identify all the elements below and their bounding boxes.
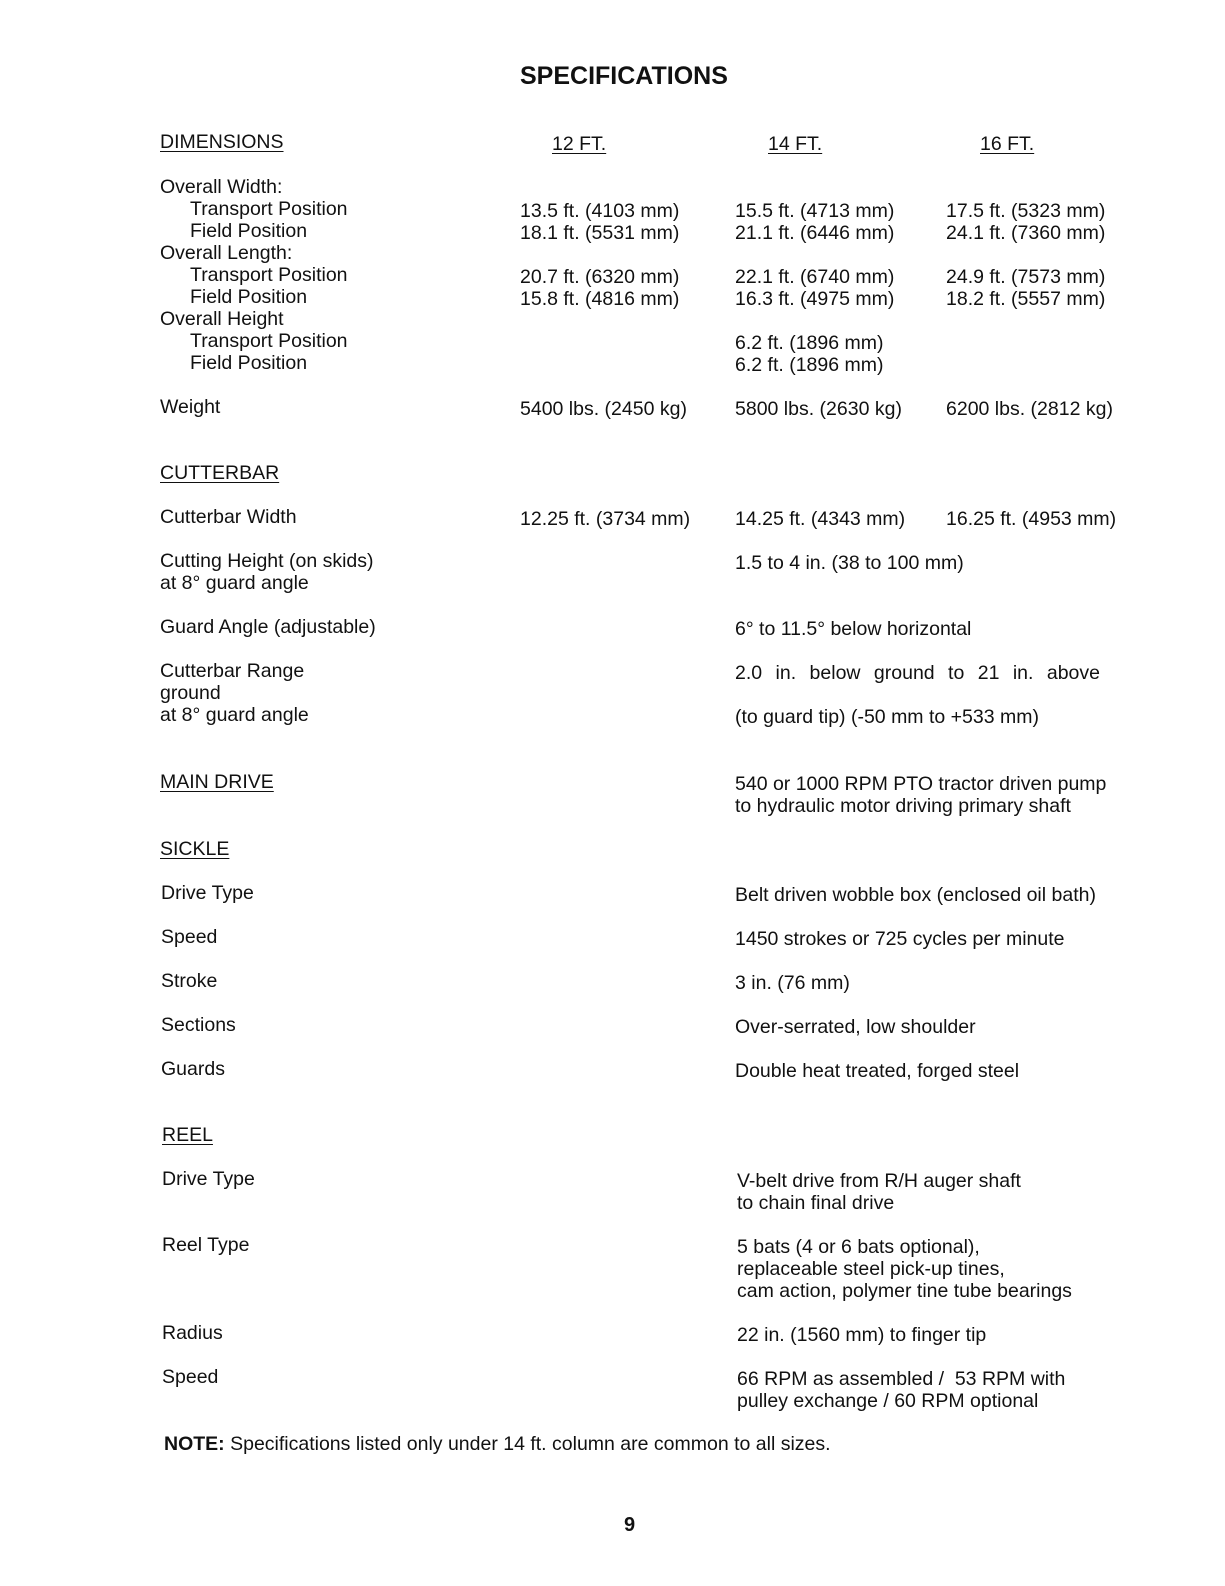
- sickle-drive-type-value: Belt driven wobble box (enclosed oil bath): [735, 884, 1096, 906]
- ol-field-label: Field Position: [190, 286, 308, 308]
- oh-transport-14: 6.2 ft. (1896 mm): [735, 332, 884, 354]
- ow-transport-12: 13.5 ft. (4103 mm): [520, 200, 680, 222]
- weight-label: Weight: [160, 396, 221, 418]
- weight-14: 5800 lbs. (2630 kg): [735, 398, 902, 420]
- note-label: NOTE:: [164, 1433, 225, 1455]
- section-heading-reel: REEL: [162, 1124, 213, 1146]
- ow-field-label: Field Position: [190, 220, 308, 242]
- cutterbar-range-value-2: (to guard tip) (-50 mm to +533 mm): [735, 706, 1039, 728]
- weight-16: 6200 lbs. (2812 kg): [946, 398, 1113, 420]
- reel-radius-value: 22 in. (1560 mm) to finger tip: [737, 1324, 987, 1346]
- ow-field-16: 24.1 ft. (7360 mm): [946, 222, 1106, 244]
- cutting-height-label: Cutting Height (on skids) at 8° guard angle: [160, 550, 374, 594]
- sickle-sections-value: Over-serrated, low shoulder: [735, 1016, 976, 1038]
- ol-field-16: 18.2 ft. (5557 mm): [946, 288, 1106, 310]
- note: [164, 1433, 831, 1455]
- ol-field-12: 15.8 ft. (4816 mm): [520, 288, 680, 310]
- page-title: SPECIFICATIONS: [520, 62, 728, 90]
- ol-transport-label: Transport Position: [190, 264, 348, 286]
- page-number: 9: [624, 1514, 636, 1536]
- reel-drive-type-label: Drive Type: [162, 1168, 255, 1190]
- cutterbar-range-label: Cutterbar Range ground at 8° guard angle: [160, 660, 309, 726]
- sickle-guards-value: Double heat treated, forged steel: [735, 1060, 1020, 1082]
- sickle-guards-label: Guards: [161, 1058, 225, 1080]
- ol-transport-12: 20.7 ft. (6320 mm): [520, 266, 680, 288]
- ow-field-14: 21.1 ft. (6446 mm): [735, 222, 895, 244]
- overall-height-label: Overall Height: [160, 308, 284, 330]
- ol-transport-14: 22.1 ft. (6740 mm): [735, 266, 895, 288]
- overall-length-label: Overall Length:: [160, 242, 293, 264]
- sickle-drive-type-label: Drive Type: [161, 882, 254, 904]
- oh-field-label: Field Position: [190, 352, 308, 374]
- ow-transport-16: 17.5 ft. (5323 mm): [946, 200, 1106, 222]
- sickle-speed-value: 1450 strokes or 725 cycles per minute: [735, 928, 1065, 950]
- cutting-height-value: 1.5 to 4 in. (38 to 100 mm): [735, 552, 964, 574]
- sickle-sections-label: Sections: [161, 1014, 236, 1036]
- column-header-16ft: 16 FT.: [980, 133, 1035, 155]
- ol-field-14: 16.3 ft. (4975 mm): [735, 288, 895, 310]
- guard-angle-value: 6° to 11.5° below horizontal: [735, 618, 972, 640]
- sickle-stroke-value: 3 in. (76 mm): [735, 972, 850, 994]
- sickle-speed-label: Speed: [161, 926, 218, 948]
- reel-type-value: 5 bats (4 or 6 bats optional), replaceable steel pick-up tines, cam action, polymer tine tube bearings: [737, 1236, 1072, 1302]
- cutterbar-width-label: Cutterbar Width: [160, 506, 297, 528]
- ow-transport-label: Transport Position: [190, 198, 348, 220]
- reel-radius-label: Radius: [162, 1322, 223, 1344]
- oh-transport-label: Transport Position: [190, 330, 348, 352]
- column-header-12ft: 12 FT.: [552, 133, 607, 155]
- section-heading-main-drive: MAIN DRIVE: [160, 771, 274, 793]
- cutterbar-width-16: 16.25 ft. (4953 mm): [946, 508, 1117, 530]
- ol-transport-16: 24.9 ft. (7573 mm): [946, 266, 1106, 288]
- reel-speed-value: 66 RPM as assembled / 53 RPM with pulley exchange / 60 RPM optional: [737, 1368, 1066, 1412]
- cutterbar-width-12: 12.25 ft. (3734 mm): [520, 508, 691, 530]
- cutterbar-range-value-1: 2.0 in. below ground to 21 in. above: [735, 662, 1100, 684]
- reel-type-label: Reel Type: [162, 1234, 250, 1256]
- section-heading-sickle: SICKLE: [160, 838, 230, 860]
- reel-drive-type-value: V-belt drive from R/H auger shaft to chain final drive: [737, 1170, 1021, 1214]
- main-drive-value: 540 or 1000 RPM PTO tractor driven pump to hydraulic motor driving primary shaft: [735, 773, 1107, 817]
- oh-field-14: 6.2 ft. (1896 mm): [735, 354, 884, 376]
- guard-angle-label: Guard Angle (adjustable): [160, 616, 376, 638]
- sickle-stroke-label: Stroke: [161, 970, 218, 992]
- section-heading-dimensions: DIMENSIONS: [160, 131, 284, 153]
- section-heading-cutterbar: CUTTERBAR: [160, 462, 280, 484]
- reel-speed-label: Speed: [162, 1366, 219, 1388]
- ow-field-12: 18.1 ft. (5531 mm): [520, 222, 680, 244]
- weight-12: 5400 lbs. (2450 kg): [520, 398, 687, 420]
- ow-transport-14: 15.5 ft. (4713 mm): [735, 200, 895, 222]
- column-header-14ft: 14 FT.: [768, 133, 823, 155]
- note-text: Specifications listed only under 14 ft. column are common to all sizes.: [224, 1433, 831, 1455]
- cutterbar-width-14: 14.25 ft. (4343 mm): [735, 508, 906, 530]
- overall-width-label: Overall Width:: [160, 176, 283, 198]
